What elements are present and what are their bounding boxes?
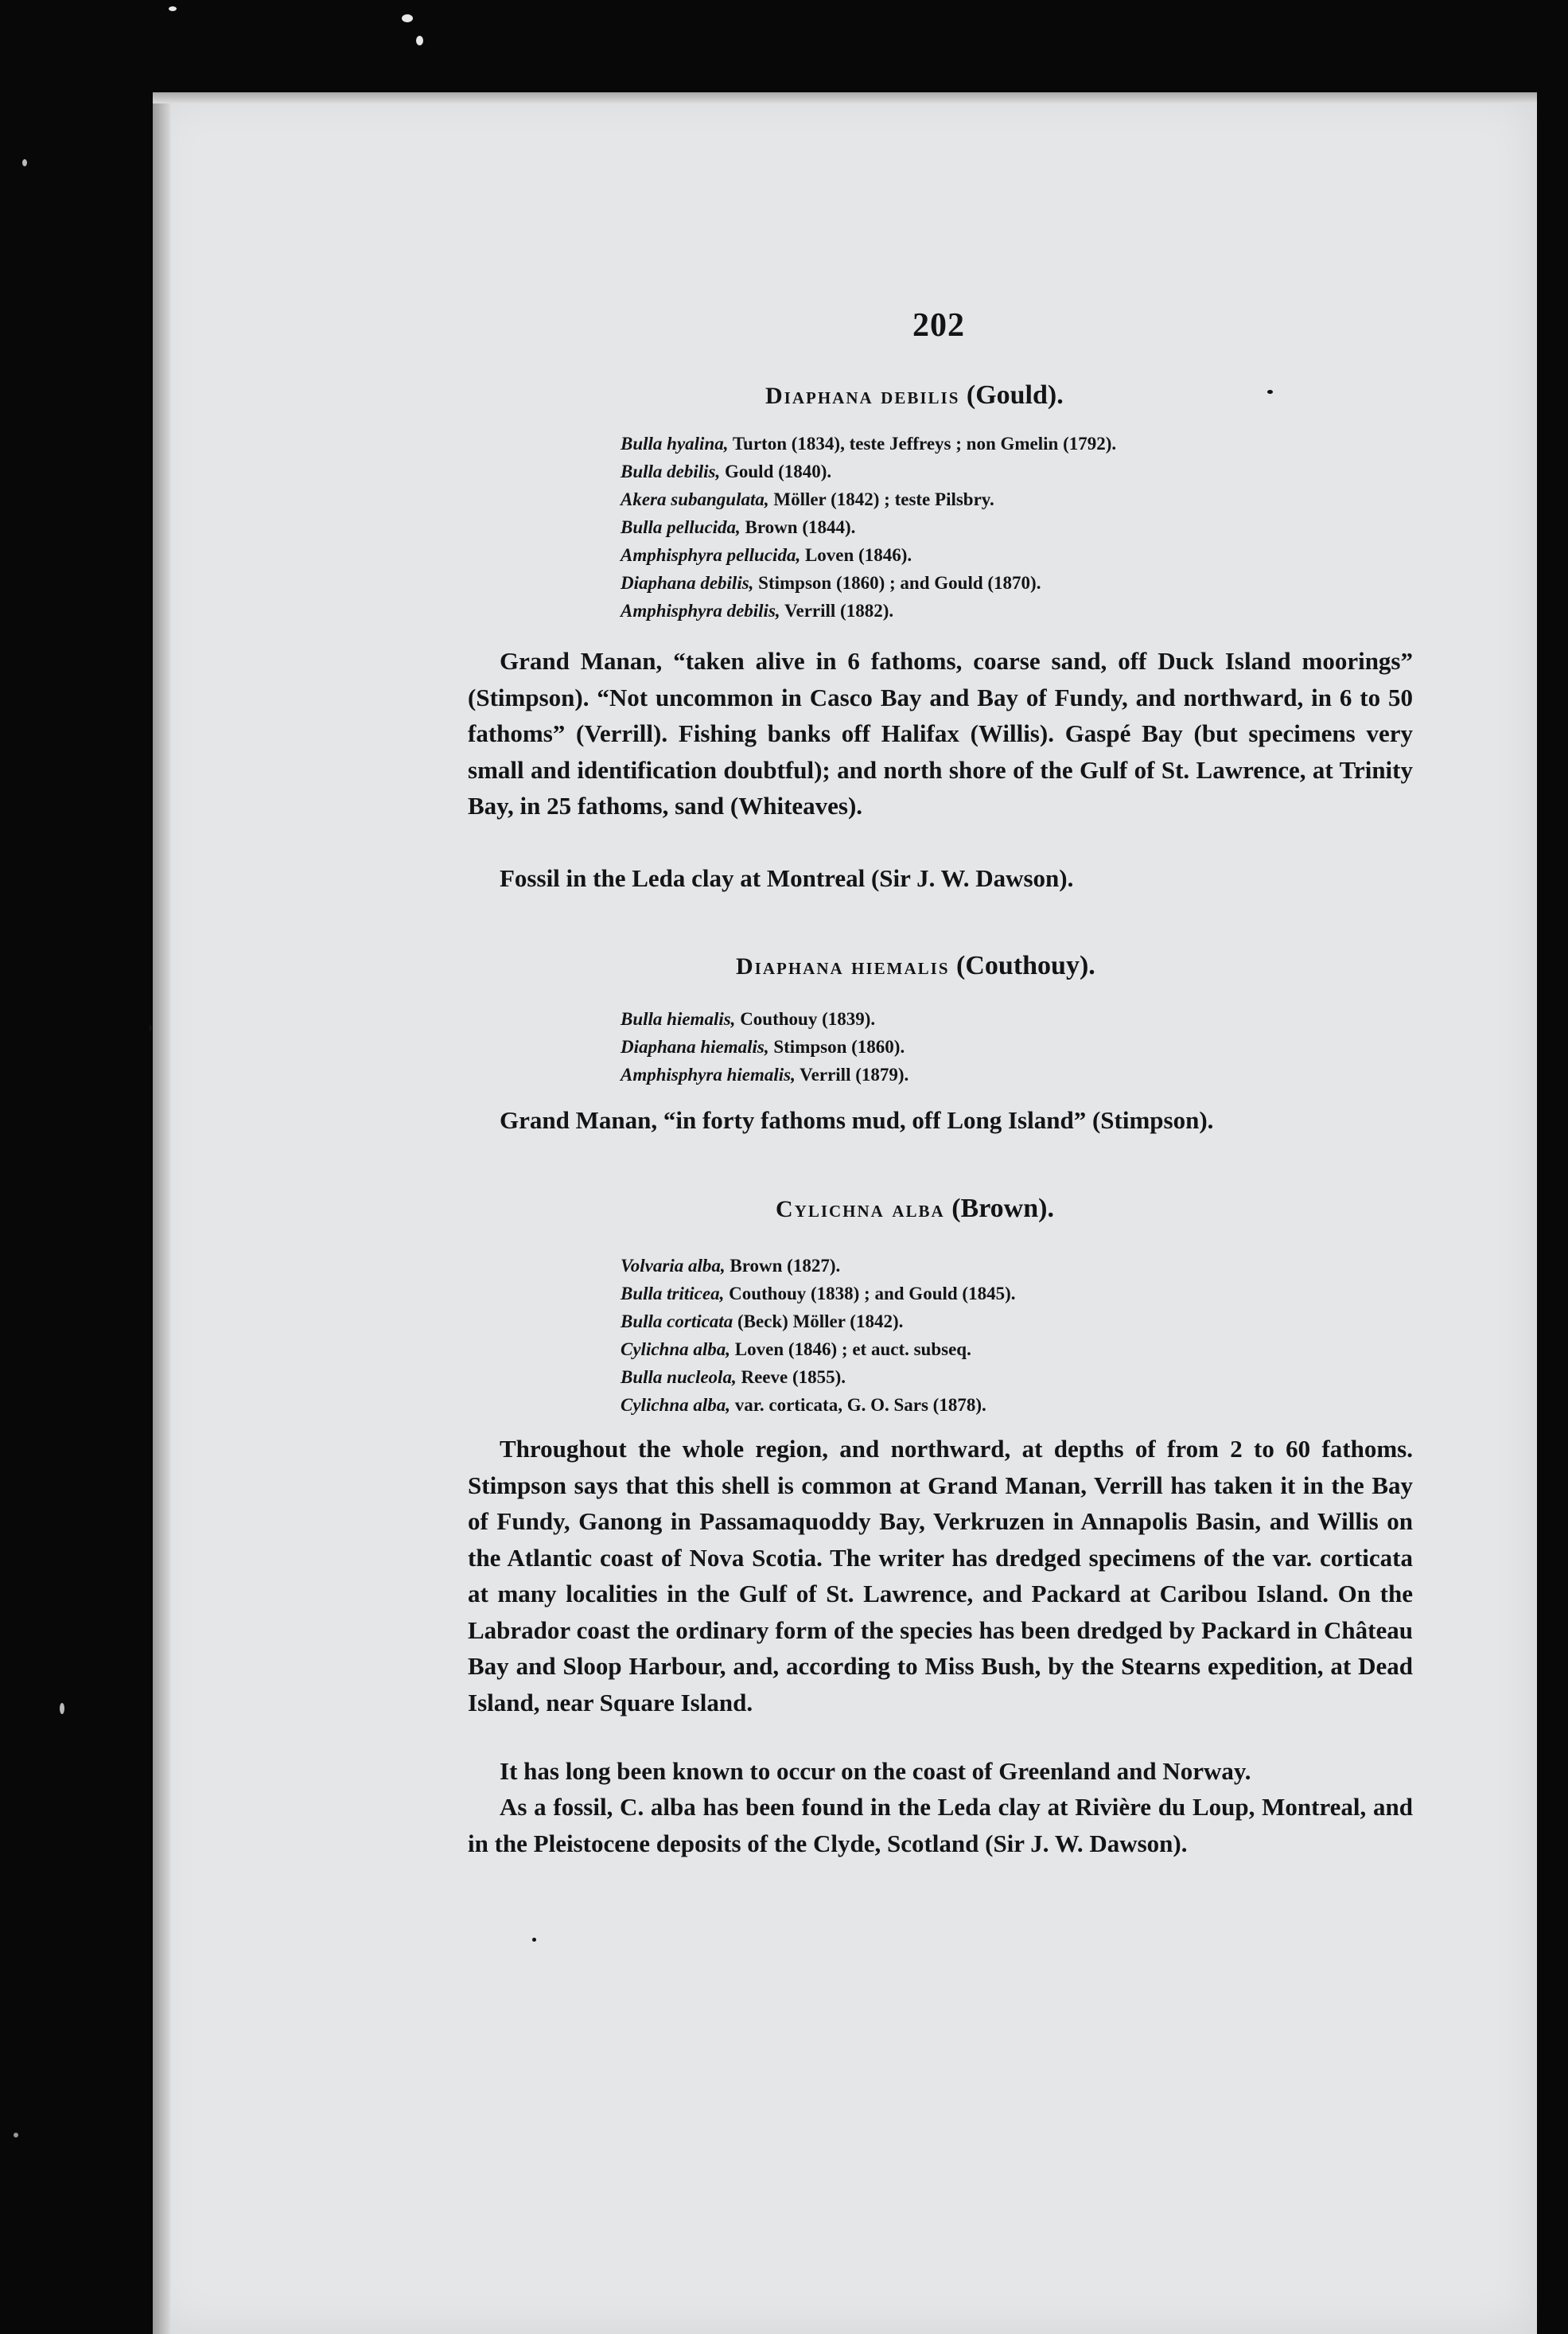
synonym-entry <box>621 1367 846 1388</box>
synonym-name: Cylichna alba, <box>621 1395 731 1415</box>
synonym-ref: Gould (1840). <box>725 462 832 481</box>
species-heading <box>736 951 1095 981</box>
synonym-name: Bulla debilis, <box>621 462 721 481</box>
synonym-ref: Reeve (1855). <box>741 1367 846 1387</box>
body-paragraph: Grand Manan, “taken alive in 6 fathoms, coarse sand, off Duck Island moorings” (Stimpson). “Not uncommon in Casco Bay and Bay of Fundy, and northward, in 6 to 50 fathoms” (Verrill). Fishing banks off Halifax (Willis). Gaspé Bay (but specimens very small and identification doubtful); and north shore of the Gulf of St. Lawrence, at Trinity Bay, in 25 fathoms, sand (Whiteaves). <box>468 647 1413 820</box>
synonym-entry <box>621 462 831 482</box>
synonym-ref: Verrill (1879). <box>800 1065 909 1085</box>
synonym-ref: Brown (1827). <box>730 1256 841 1276</box>
species-author: (Brown). <box>951 1194 1054 1223</box>
synonym-ref: var. corticata, G. O. Sars (1878). <box>734 1395 986 1415</box>
synonym-ref: Stimpson (1860). <box>773 1037 905 1057</box>
species-name: Cylichna alba <box>776 1196 945 1222</box>
species-author: (Gould). <box>966 380 1064 410</box>
synonym-ref: Stimpson (1860) ; and Gould (1870). <box>758 573 1041 593</box>
body-paragraph: Grand Manan, “in forty fathoms mud, off Long Island” (Stimpson). <box>500 1106 1214 1134</box>
synonym-name: Bulla nucleola, <box>621 1367 737 1387</box>
species-heading <box>776 1194 1054 1224</box>
synonym-entry <box>621 1256 840 1276</box>
synonym-name: Amphisphyra pellucida, <box>621 545 801 565</box>
synonym-ref: Verrill (1882). <box>784 601 894 621</box>
body-paragraph: As a fossil, C. alba has been found in the Leda clay at Rivière du Loup, Montreal, and in the Pleistocene deposits of the Clyde, Scotland (Sir J. W. Dawson). <box>468 1793 1413 1857</box>
synonym-entry <box>621 1037 905 1058</box>
page-top-edge <box>153 92 1537 103</box>
scan-speck <box>169 6 177 11</box>
synonym-ref: Möller (1842) ; teste Pilsbry. <box>773 489 994 509</box>
synonym-entry <box>621 1395 986 1416</box>
species-name: Diaphana debilis <box>765 383 960 409</box>
scan-speck <box>60 1703 64 1714</box>
synonym-name: Bulla hyalina, <box>621 434 729 454</box>
synonym-entry <box>621 517 855 538</box>
synonym-entry <box>621 573 1041 594</box>
ink-speck <box>1267 390 1273 394</box>
synonym-ref: Loven (1846). <box>804 545 912 565</box>
synonym-name: Cylichna alba, <box>621 1339 731 1359</box>
species-author: (Couthouy). <box>956 951 1095 980</box>
scan-speck <box>22 159 27 166</box>
synonym-name: Diaphana hiemalis, <box>621 1037 769 1057</box>
synonym-ref: Couthouy (1838) ; and Gould (1845). <box>729 1284 1016 1303</box>
body-paragraph: Fossil in the Leda clay at Montreal (Sir J. W. Dawson). <box>500 864 1074 892</box>
body-paragraph: It has long been known to occur on the coast of Greenland and Norway. <box>500 1757 1251 1785</box>
page-left-edge <box>153 92 170 2334</box>
ink-speck <box>532 1938 536 1942</box>
synonym-name: Bulla hiemalis, <box>621 1009 736 1029</box>
scan-speck <box>416 36 423 45</box>
synonym-entry <box>621 434 1116 454</box>
synonym-name: Volvaria alba, <box>621 1256 726 1276</box>
synonym-entry <box>621 1009 875 1030</box>
synonym-name: Bulla pellucida, <box>621 517 741 537</box>
synonym-entry <box>621 1284 1015 1304</box>
synonym-entry <box>621 1339 971 1360</box>
synonym-ref: Loven (1846) ; et auct. subseq. <box>734 1339 971 1359</box>
synonym-entry <box>621 545 912 566</box>
synonym-name: Akera subangulata, <box>621 489 769 509</box>
species-name: Diaphana hiemalis <box>736 953 950 980</box>
synonym-name: Bulla corticata <box>621 1311 733 1331</box>
body-paragraph: Throughout the whole region, and northward, at depths of from 2 to 60 fathoms. Stimpson says that this shell is common at Grand Manan, Verrill has taken it in the Bay of Fundy, Ganong in Passamaquoddy Bay, Verkruzen in Annapolis Basin, and Willis on the Atlantic coast of Nova Scotia. The writer has dredged specimens of the var. corticata at many localities in the Gulf of St. Lawrence, and Packard at Caribou Island. On the Labrador coast the ordinary form of the species has been dredged by Packard in Château Bay and Sloop Harbour, and, according to Miss Bush, by the Stearns expedition, at Dead Island, near Square Island. <box>468 1435 1413 1716</box>
synonym-ref: Couthouy (1839). <box>740 1009 876 1029</box>
synonym-ref: Brown (1844). <box>745 517 856 537</box>
ink-speck <box>149 1025 152 1031</box>
synonym-entry <box>621 601 893 621</box>
synonym-name: Diaphana debilis, <box>621 573 754 593</box>
synonym-name: Amphisphyra hiemalis, <box>621 1065 796 1085</box>
scan-speck <box>14 2133 18 2137</box>
synonym-entry <box>621 489 994 510</box>
scan-speck <box>402 14 413 22</box>
synonym-ref: Turton (1834), teste Jeffreys ; non Gmelin (1792). <box>732 434 1117 454</box>
synonym-name: Amphisphyra debilis, <box>621 601 780 621</box>
synonym-ref: (Beck) Möller (1842). <box>737 1311 904 1331</box>
page-number: 202 <box>912 307 965 344</box>
synonym-entry <box>621 1311 903 1332</box>
species-heading <box>765 380 1064 411</box>
synonym-entry <box>621 1065 909 1085</box>
synonym-name: Bulla triticea, <box>621 1284 725 1303</box>
